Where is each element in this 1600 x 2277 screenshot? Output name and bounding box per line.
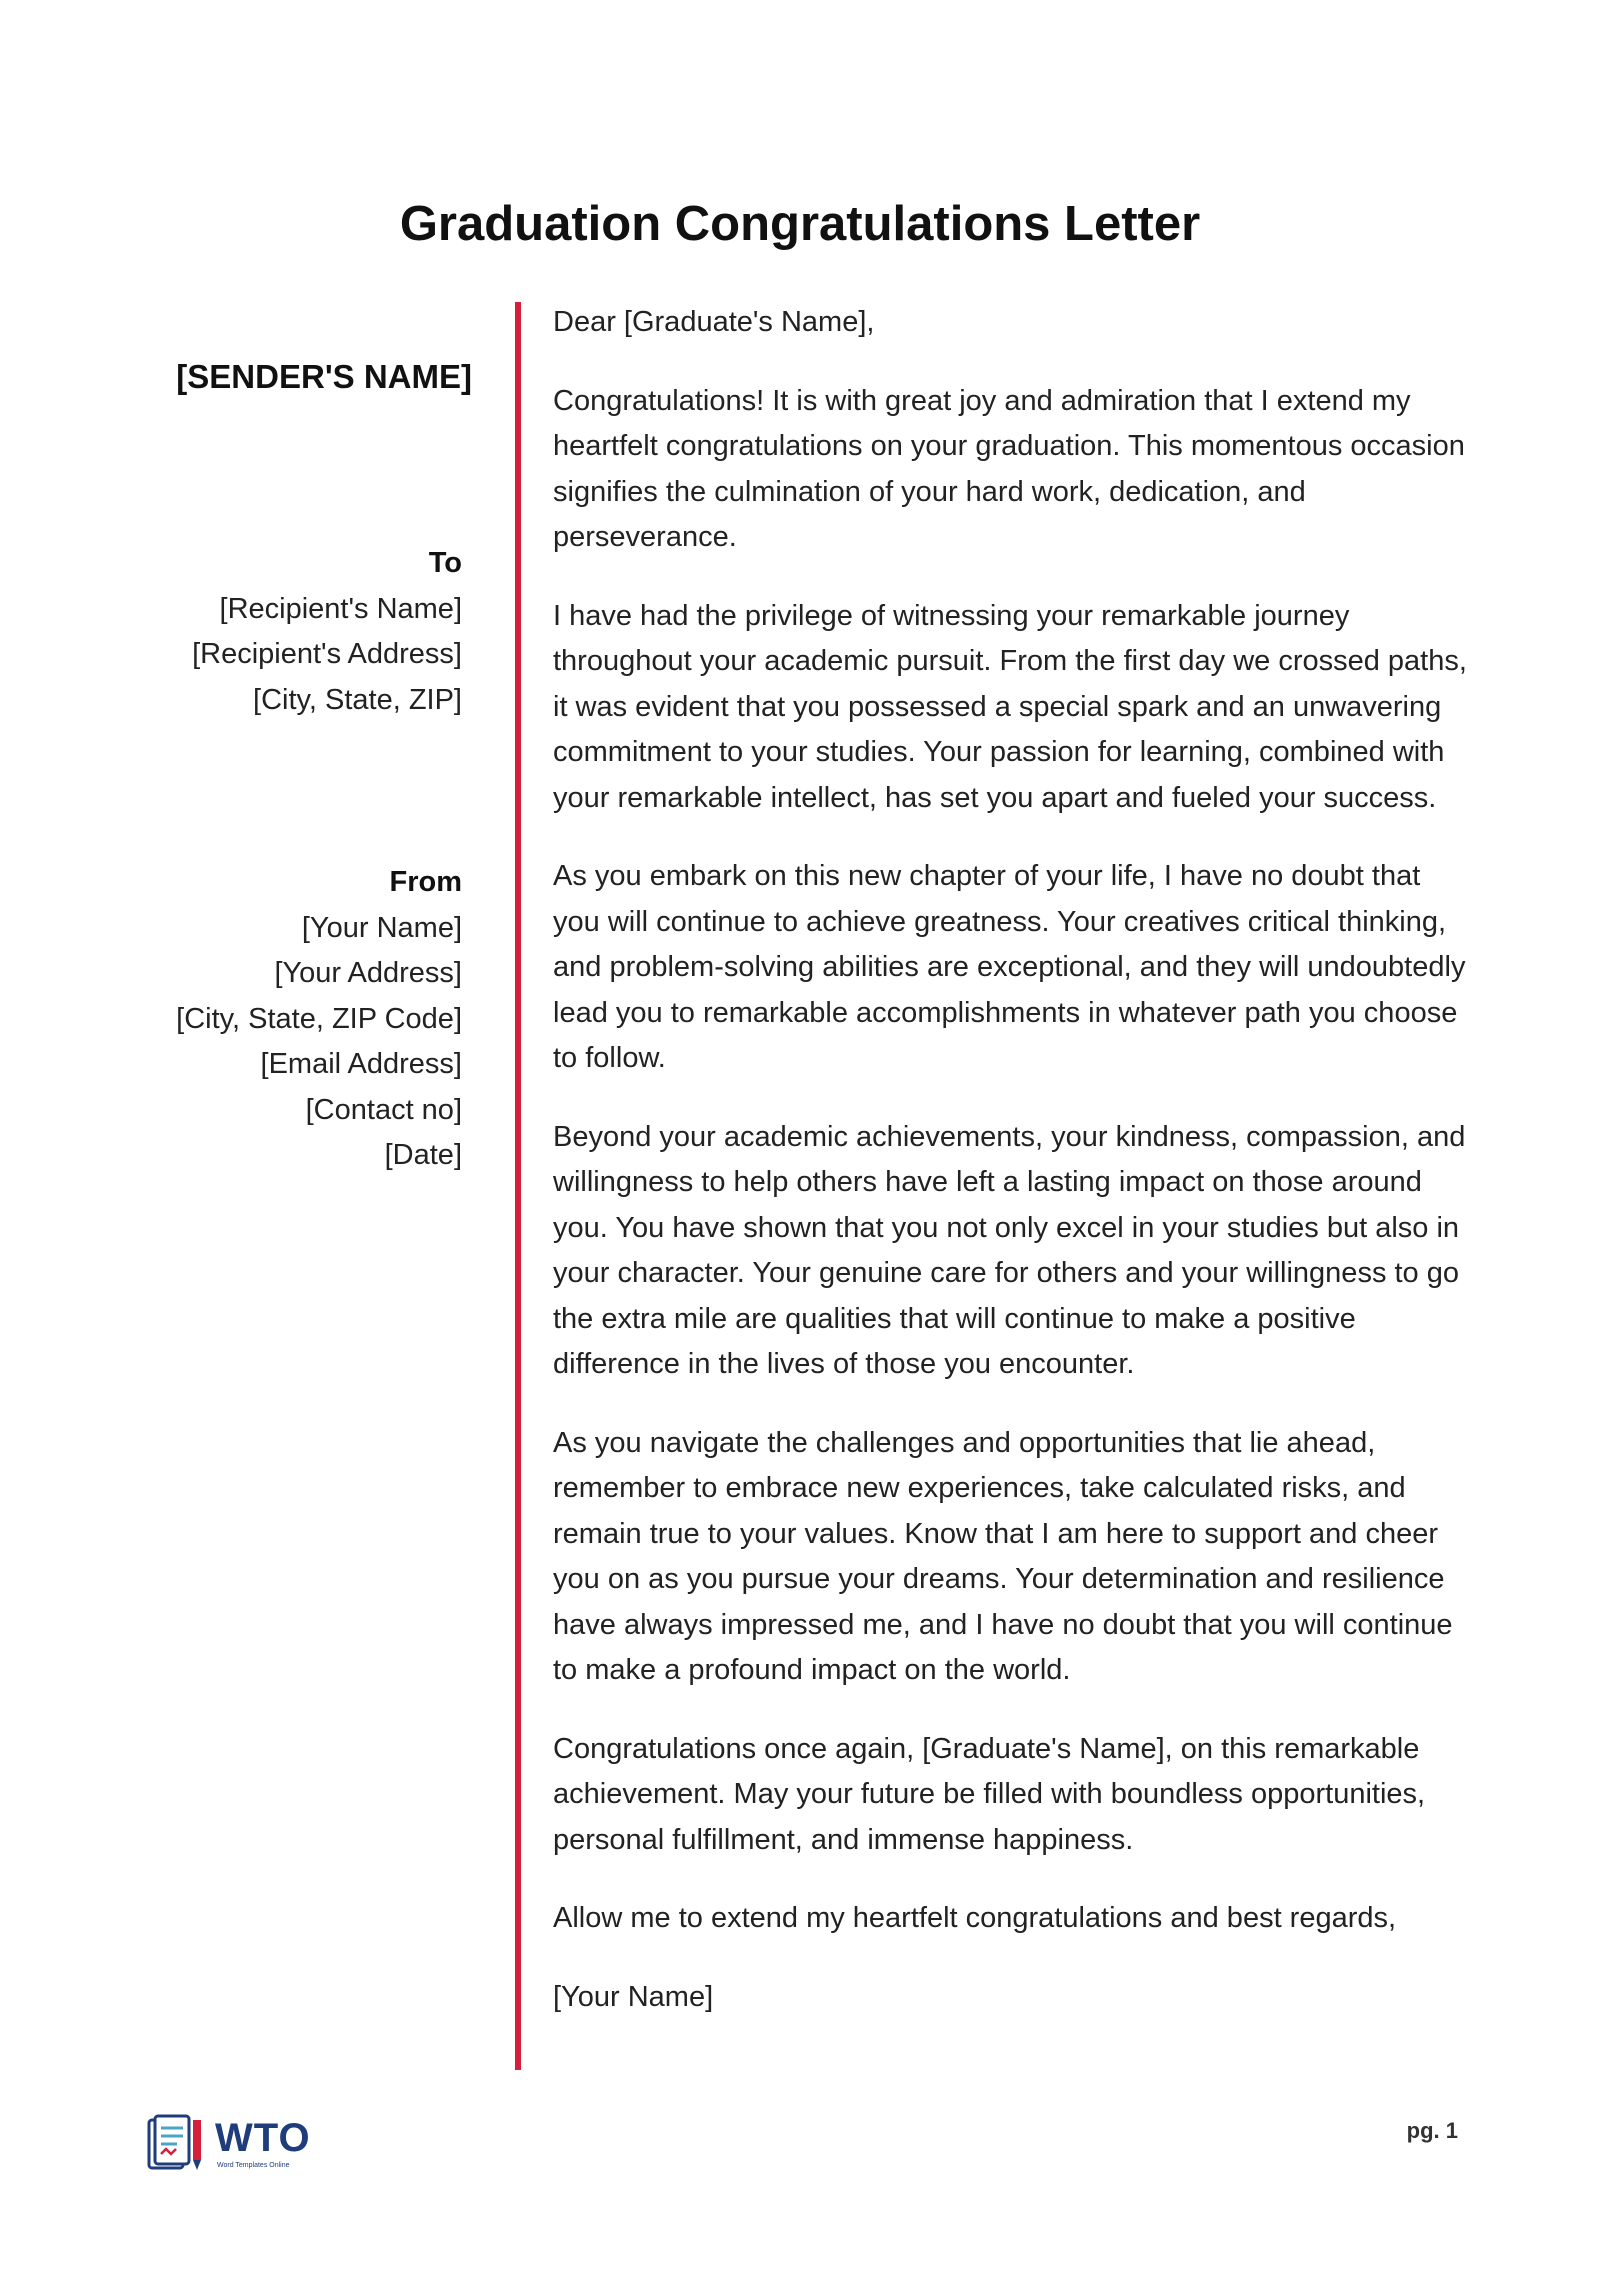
paragraph: As you embark on this new chapter of your life, I have no doubt that you will continue to achieve greatness. Your creatives critical thinking, and problem-solving abilities are exceptional, and they will undoubtedly lead you to remarkable accomplishments in whatever path you choose to follow. xyxy=(553,860,1466,1074)
logo-subtext: Word Templates Online xyxy=(217,2162,290,2169)
sender-city-state-zip: [City, State, ZIP Code] xyxy=(176,1002,462,1035)
sender-block xyxy=(176,860,462,1179)
recipient-address: [Recipient's Address] xyxy=(192,638,462,670)
paragraph: Congratulations once again, [Graduate's Name], on this remarkable achievement. May your future be filled with boundless opportunities, personal fulfillment, and immense happiness. xyxy=(553,1732,1426,1856)
sender-contact: [Contact no] xyxy=(305,1093,462,1126)
recipient-block xyxy=(192,541,462,723)
sender-address: [Your Address] xyxy=(274,957,462,989)
paragraph: As you navigate the challenges and opportunities that lie ahead, remember to embrace new experiences, take calculated risks, and remain true to your values. Know that I am here to support and cheer you on as you pursue your dreams. Your determination and resilience have always impressed me, and I have no doubt that you will continue to make a profound impact on the world. xyxy=(553,1426,1453,1686)
signature: [Your Name] xyxy=(553,1980,714,2013)
paragraph: Congratulations! It is with great joy and admiration that I extend my heartfelt congratulations on your graduation. This momentous occasion signifies the culmination of your hard work, dedication, and perseverance. xyxy=(553,384,1465,553)
letter-date: [Date] xyxy=(384,1139,462,1171)
sender-name: [SENDER'S NAME] xyxy=(176,358,472,395)
page-number: pg. 1 xyxy=(1406,2118,1458,2143)
document-title: Graduation Congratulations Letter xyxy=(399,197,1201,251)
sender-your-name: [Your Name] xyxy=(301,911,462,944)
closing: Allow me to extend my heartfelt congratulations and best regards, xyxy=(553,1902,1397,1934)
sender-email: [Email Address] xyxy=(260,1048,462,1080)
letter-body xyxy=(553,300,1473,2053)
from-heading: From xyxy=(389,866,462,898)
paragraph: Beyond your academic achievements, your kindness, compassion, and willingness to help others have left a lasting impact on those around you. You have shown that you not only excel in your studies but also in your character. Your genuine care for others and your willingness to go the extra mile are qualities that will continue to make a positive difference in the lives of those you encounter. xyxy=(553,1120,1466,1380)
recipient-city-state-zip: [City, State, ZIP] xyxy=(253,683,462,716)
accent-divider xyxy=(515,302,521,2070)
paragraph: I have had the privilege of witnessing your remarkable journey throughout your academic pursuit. From the first day we crossed paths, it was evident that you possessed a special spark and an unwavering commitment to your studies. Your passion for learning, combined with your remarkable intellect, has set you apart and fueled your success. xyxy=(553,599,1467,814)
recipient-name: [Recipient's Name] xyxy=(219,592,462,625)
wto-logo xyxy=(145,2114,330,2178)
logo-text: WTO xyxy=(215,2116,311,2160)
to-heading: To xyxy=(428,547,462,579)
document-icon xyxy=(145,2114,211,2178)
salutation: Dear [Graduate's Name], xyxy=(553,306,875,338)
